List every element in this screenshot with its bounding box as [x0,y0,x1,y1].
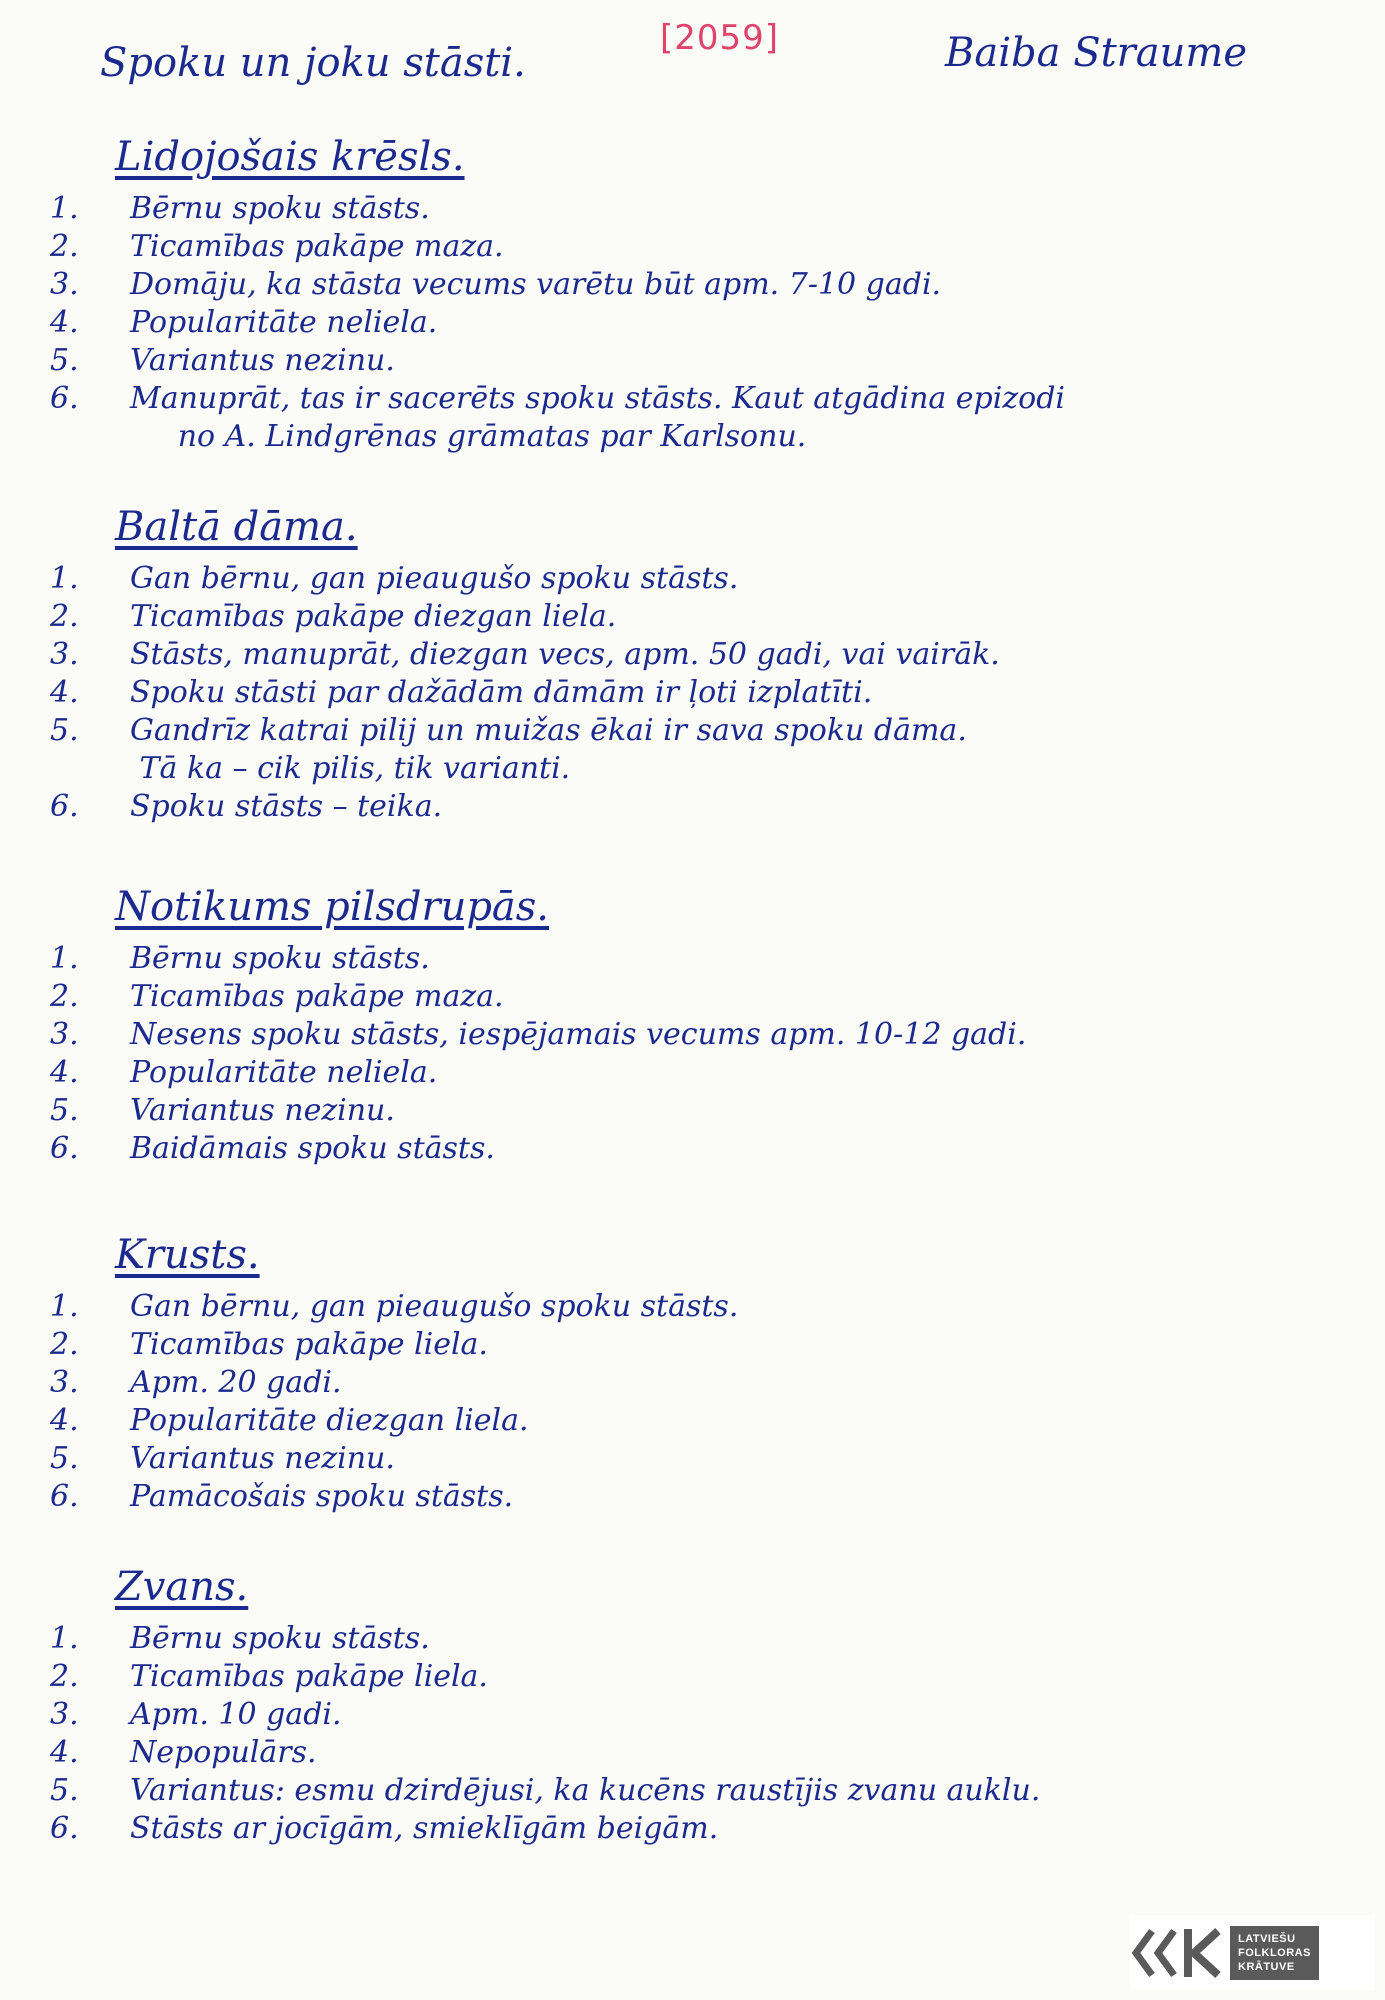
item-number: 3. [50,267,79,302]
list-item [20,1054,1260,1092]
section-title: Krusts. [115,1232,260,1278]
list-item [20,1658,1260,1696]
section-title: Lidojošais krēsls. [115,134,465,180]
item-number: 5. [50,1093,79,1128]
item-text: Stāsts ar jocīgām, smieklīgām beigām. [130,1811,719,1846]
list-item [20,266,1260,304]
item-text: Gan bērnu, gan pieaugušo spoku stāsts. [130,561,739,596]
item-text: Variantus: esmu dzirdējusi, ka kucēns raustījis zvanu auklu. [130,1773,1041,1808]
item-number: 6. [50,1131,79,1166]
lfk-mark-icon [1130,1925,1226,1981]
item-text: Variantus nezinu. [130,1441,395,1476]
item-list [20,1620,1260,1848]
list-item [20,940,1260,978]
item-text: Gandrīz katrai pilij un muižas ēkai ir sava spoku dāma. Tā ka – cik pilis, tik varianti. [130,713,967,786]
list-item [20,1620,1260,1658]
list-item [20,1478,1260,1516]
list-item [20,674,1260,712]
list-item [20,1440,1260,1478]
item-number: 2. [50,1659,79,1694]
item-list [20,940,1260,1168]
list-item [20,598,1260,636]
item-text: Popularitāte diezgan liela. [130,1403,529,1438]
item-number: 4. [50,1735,79,1770]
item-text: Spoku stāsts – teika. [130,789,443,824]
item-text: Nesens spoku stāsts, iespējamais vecums apm. 10-12 gadi. [130,1017,1027,1052]
list-item [20,1288,1260,1326]
item-number: 4. [50,1055,79,1090]
item-number: 5. [50,1441,79,1476]
archive-number: [2059] [660,18,780,58]
item-number: 5. [50,1773,79,1808]
item-list [20,190,1260,456]
item-number: 1. [50,941,79,976]
item-list [20,560,1260,826]
list-item [20,228,1260,266]
logo-line: LATVIEŠU [1238,1932,1296,1945]
item-text: Bērnu spoku stāsts. [130,941,430,976]
item-number: 2. [50,229,79,264]
list-item [20,1696,1260,1734]
item-text: Ticamības pakāpe maza. [130,229,504,264]
item-number: 2. [50,979,79,1014]
item-text: Variantus nezinu. [130,1093,395,1128]
story-section [20,500,1260,826]
list-item [20,1016,1260,1054]
item-text: Pamācošais spoku stāsts. [130,1479,514,1514]
item-number: 1. [50,191,79,226]
item-text: Spoku stāsti par dažādām dāmām ir ļoti izplatīti. [130,675,873,710]
item-number: 3. [50,1697,79,1732]
item-number: 5. [50,713,79,748]
item-text: Apm. 20 gadi. [130,1365,342,1400]
item-text: Ticamības pakāpe liela. [130,1327,488,1362]
document-title: Spoku un joku stāsti. [100,40,526,86]
story-section [20,1228,1260,1516]
item-number: 6. [50,1479,79,1514]
item-text: Baidāmais spoku stāsts. [130,1131,495,1166]
list-item [20,1810,1260,1848]
item-text: Nepopulārs. [130,1735,317,1770]
logo-line: FOLKLORAS [1238,1946,1311,1959]
story-section [20,880,1260,1168]
item-number: 2. [50,599,79,634]
item-number: 6. [50,1811,79,1846]
item-number: 1. [50,1289,79,1324]
list-item [20,1364,1260,1402]
item-number: 4. [50,305,79,340]
author-signature: Baiba Straume [945,30,1248,76]
section-title: Notikums pilsdrupās. [115,884,550,930]
list-item [20,1402,1260,1440]
list-item [20,1326,1260,1364]
item-text: Gan bērnu, gan pieaugušo spoku stāsts. [130,1289,739,1324]
item-number: 3. [50,1365,79,1400]
item-number: 1. [50,1621,79,1656]
story-section [20,1560,1260,1848]
item-number: 5. [50,343,79,378]
logo-text [1230,1926,1319,1980]
list-item [20,1772,1260,1810]
item-number: 6. [50,381,79,416]
list-item [20,978,1260,1016]
list-item [20,304,1260,342]
item-text: Bērnu spoku stāsts. [130,191,430,226]
list-item [20,380,1260,456]
item-number: 4. [50,675,79,710]
item-text: Manuprāt, tas ir sacerēts spoku stāsts. Kaut atgādina epizodi no A. Lindgrēnas grāmatas par Karlsonu. [130,381,1066,454]
list-item [20,788,1260,826]
list-item [20,190,1260,228]
item-number: 3. [50,637,79,672]
item-text: Ticamības pakāpe liela. [130,1659,488,1694]
item-text: Apm. 10 gadi. [130,1697,342,1732]
list-item [20,1734,1260,1772]
item-list [20,1288,1260,1516]
item-number: 1. [50,561,79,596]
item-text: Stāsts, manuprāt, diezgan vecs, apm. 50 gadi, vai vairāk. [130,637,1000,672]
item-number: 6. [50,789,79,824]
item-number: 4. [50,1403,79,1438]
item-text: Popularitāte neliela. [130,1055,438,1090]
item-text: Popularitāte neliela. [130,305,438,340]
folklore-archive-logo [1130,1915,1375,1990]
item-number: 3. [50,1017,79,1052]
section-title: Baltā dāma. [115,504,358,550]
logo-line: KRĀTUVE [1238,1960,1295,1973]
list-item [20,1130,1260,1168]
list-item [20,712,1260,788]
item-text: Ticamības pakāpe maza. [130,979,504,1014]
item-text: Domāju, ka stāsta vecums varētu būt apm. 7-10 gadi. [130,267,942,302]
story-section [20,130,1260,456]
list-item [20,636,1260,674]
item-text: Ticamības pakāpe diezgan liela. [130,599,617,634]
item-text: Variantus nezinu. [130,343,395,378]
list-item [20,1092,1260,1130]
item-text: Bērnu spoku stāsts. [130,1621,430,1656]
item-number: 2. [50,1327,79,1362]
list-item [20,560,1260,598]
section-title: Zvans. [115,1564,249,1610]
list-item [20,342,1260,380]
